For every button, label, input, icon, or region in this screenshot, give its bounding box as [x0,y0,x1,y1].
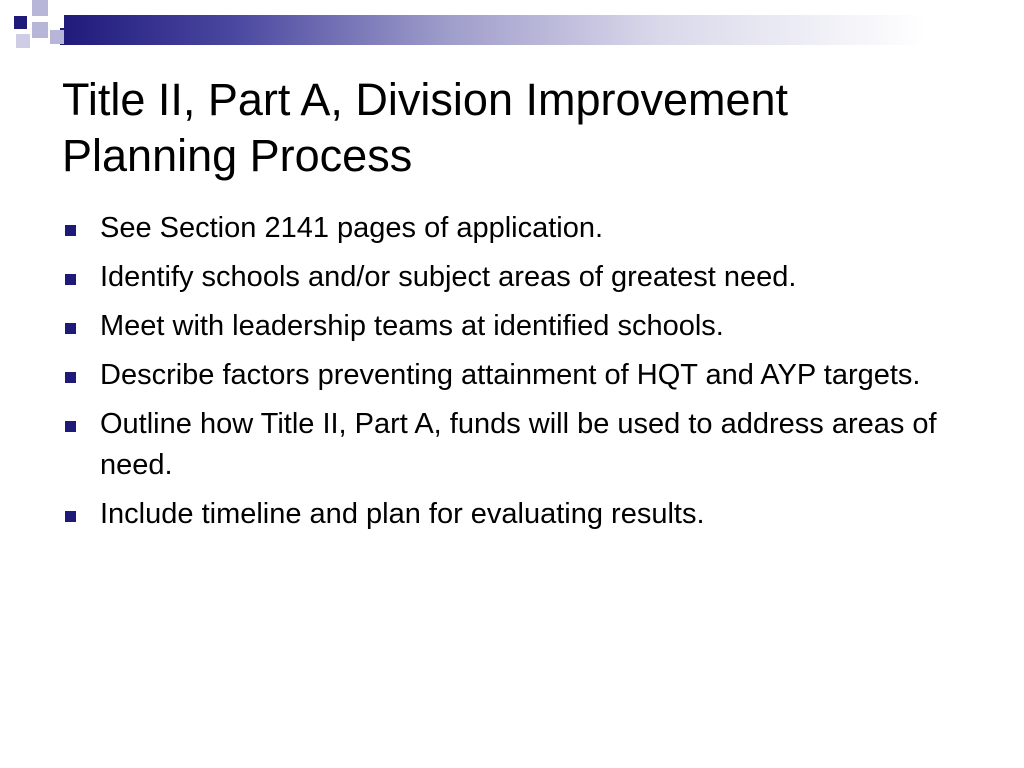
bullet-item [62,208,992,249]
decorative-square [50,14,64,28]
bullet-text: Meet with leadership teams at identified schools. [100,310,724,342]
decorative-square [32,0,48,16]
bullet-item [62,494,992,535]
bullet-item [62,306,992,347]
bullet-text: See Section 2141 pages of application. [100,212,604,244]
square-bullet-icon [65,274,76,285]
header-gradient-band [60,15,1024,45]
square-bullet-icon [65,372,76,383]
bullet-text: Identify schools and/or subject areas of greatest need. [100,261,797,293]
bullet-item [62,355,992,396]
square-bullet-icon [65,225,76,236]
decorative-square [32,22,48,38]
square-bullet-icon [65,511,76,522]
slide-title: Title II, Part A, Division Improvement Planning Process [62,74,789,181]
bullet-text: Describe factors preventing attainment of HQT and AYP targets. [100,359,921,391]
bullet-text: Include timeline and plan for evaluating results. [100,498,705,530]
decorative-square [50,30,64,44]
bullet-item [62,257,992,298]
bullet-list [62,208,992,543]
decorative-square [14,16,27,29]
bullet-text: Outline how Title II, Part A, funds will be used to address areas of need. [100,408,937,481]
decorative-square [16,34,30,48]
square-bullet-icon [65,421,76,432]
square-bullet-icon [65,323,76,334]
bullet-item [62,404,992,486]
